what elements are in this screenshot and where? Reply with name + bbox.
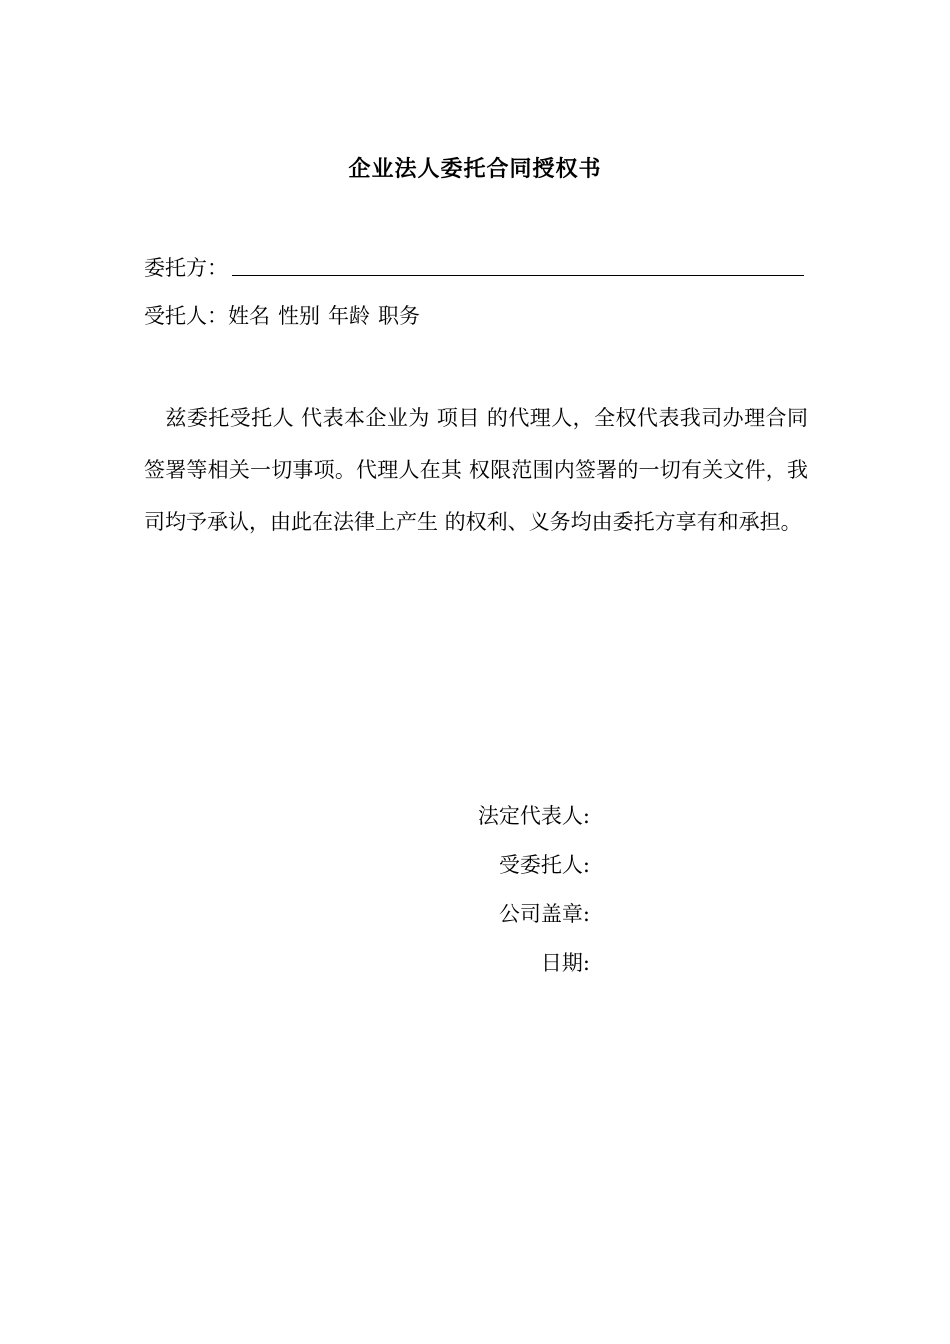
authorization-body: 兹委托受托人 代表本企业为 项目 的代理人，全权代表我司办理合同签署等相关一切事项。代理人在其 权限范围内签署的一切有关文件，我司均予承认，由此在法律上产生 的权利、义务均由委托方享有和承担。 (144, 406, 808, 534)
trustee-label: 受托人： (144, 304, 228, 328)
document-title: 企业法人委托合同授权书 (348, 156, 602, 182)
entrusting-party-label: 委托方： (144, 256, 228, 280)
date-label: 日期: (540, 951, 590, 975)
trustee-row (144, 300, 420, 330)
entrusting-party-blank (232, 275, 804, 276)
entrusting-party-row (144, 252, 804, 282)
trustee-signature-label: 受委托人: (498, 853, 590, 877)
trustee-age: 年龄 (328, 304, 370, 328)
legal-representative-label: 法定代表人: (477, 804, 590, 828)
trustee-position: 职务 (378, 304, 420, 328)
trustee-name: 姓名 (228, 304, 270, 328)
trustee-gender: 性别 (278, 304, 320, 328)
company-seal-label: 公司盖章: (498, 902, 590, 926)
